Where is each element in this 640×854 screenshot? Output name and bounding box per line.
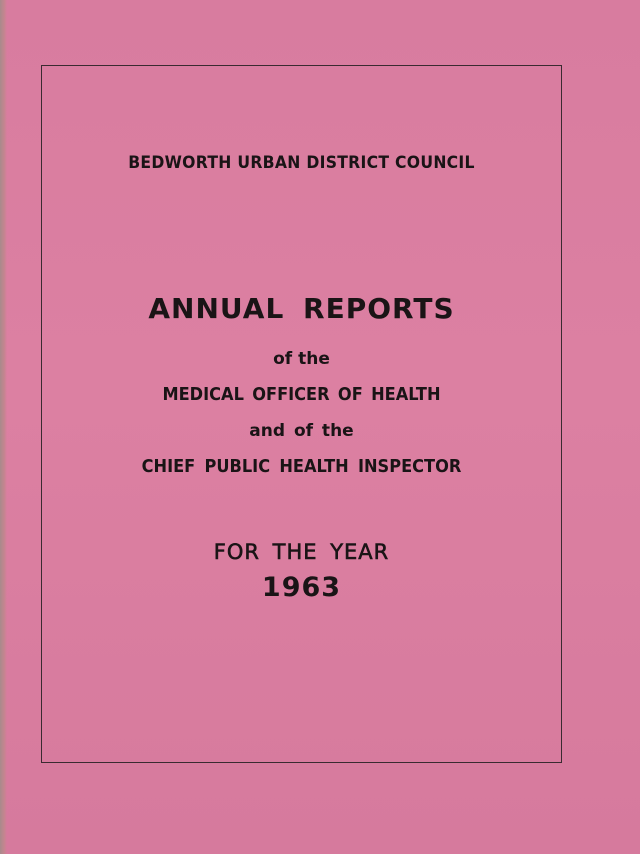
year-label: FOR THE YEAR: [213, 540, 390, 564]
medical-officer-text: MEDICAL OFFICER OF HEALTH: [162, 384, 441, 405]
spine-edge: [0, 0, 7, 854]
report-year: 1963: [261, 572, 342, 603]
council-name: BEDWORTH URBAN DISTRICT COUNCIL: [128, 153, 475, 173]
of-the-text: of the: [273, 349, 330, 369]
and-of-the-text: and of the: [249, 421, 354, 441]
report-title: ANNUAL REPORTS: [148, 292, 455, 325]
inspector-text: CHIEF PUBLIC HEALTH INSPECTOR: [141, 456, 462, 477]
